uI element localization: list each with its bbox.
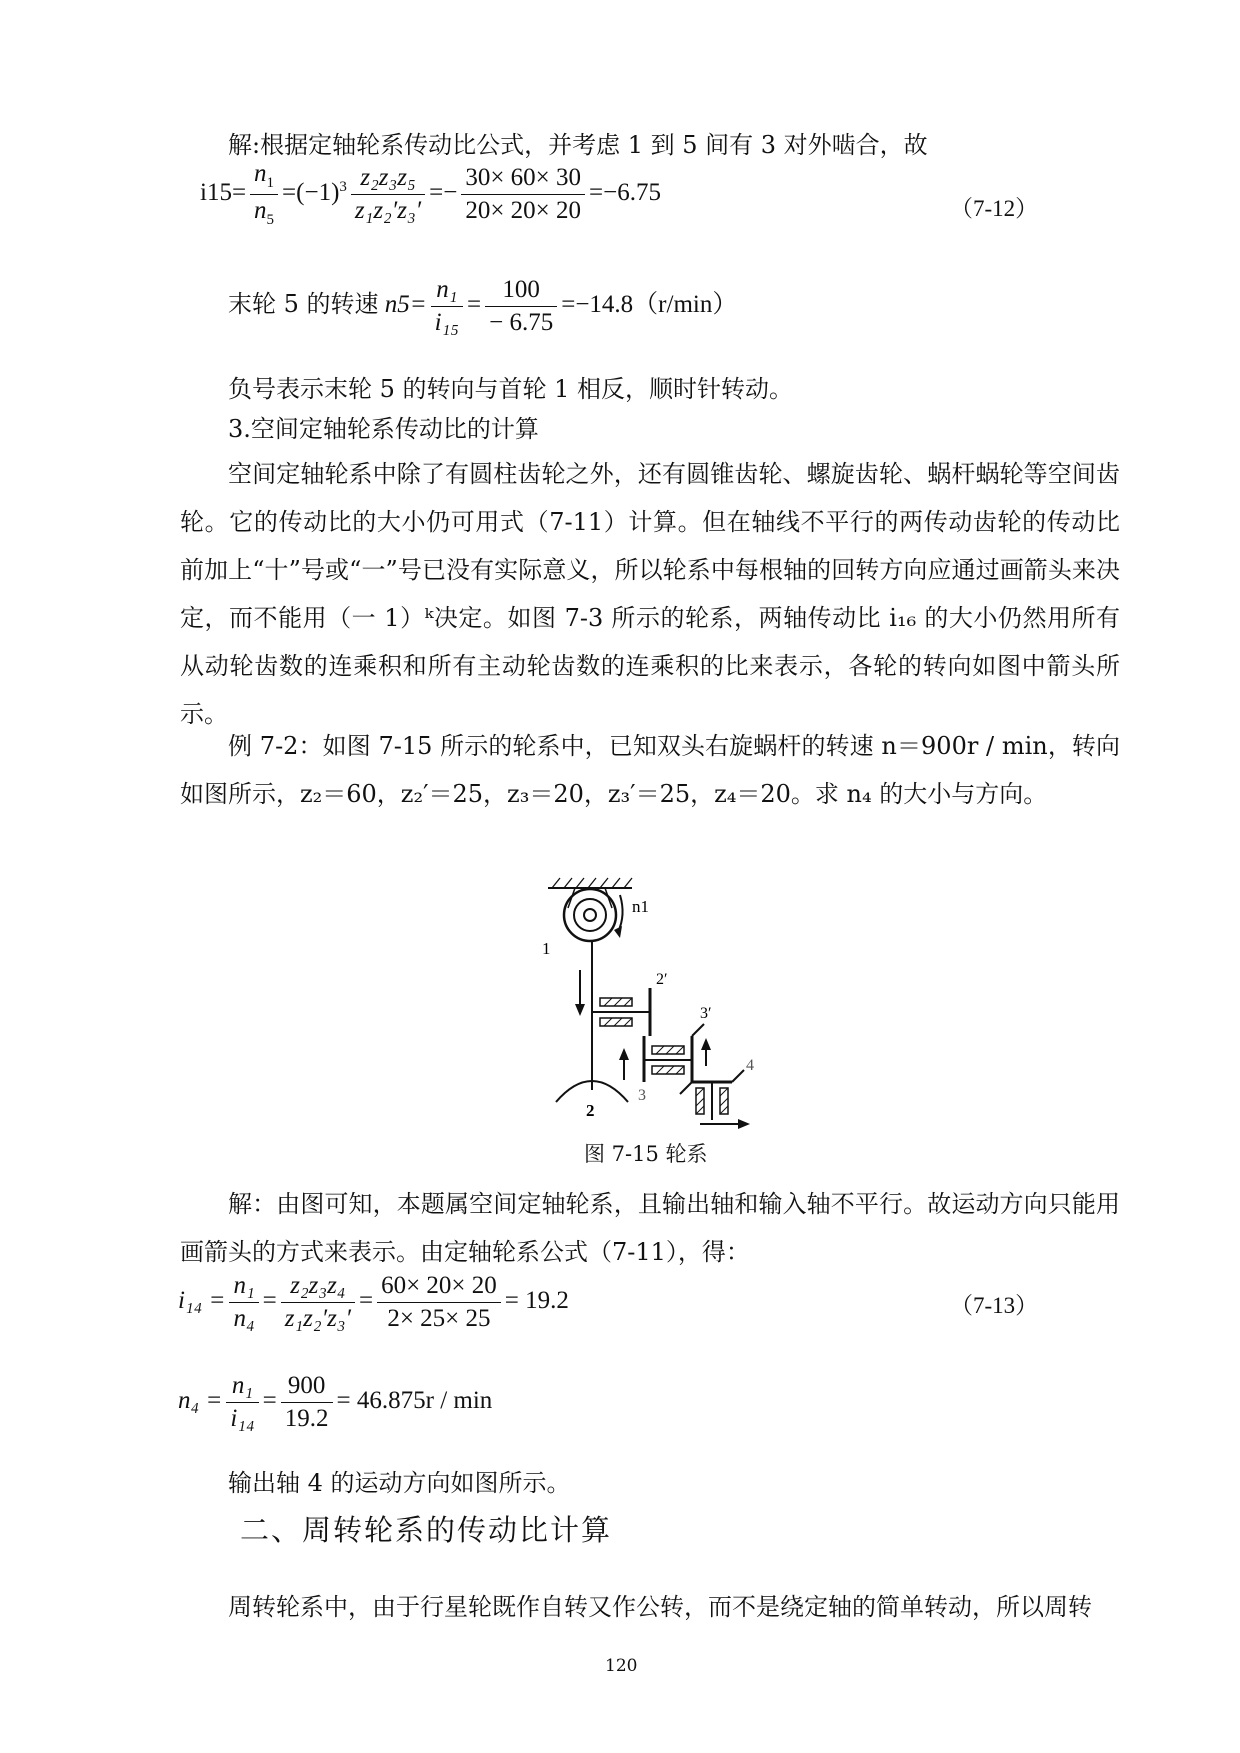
label-n1: n1 [632, 897, 649, 916]
gear-train-figure [520, 870, 780, 1130]
eq712-fraction-n [250, 160, 278, 229]
n5-den2: − 6.75 [489, 309, 554, 336]
eq713-fraction-3 [377, 1272, 501, 1333]
n4-f1-den: i₁₄ [230, 1405, 255, 1432]
n4-fraction-2 [281, 1372, 333, 1433]
direction-arrowhead-4 [738, 1119, 750, 1129]
label-gear-2: 2 [586, 1101, 595, 1120]
eq712-exp: 3 [339, 178, 347, 195]
n4-result: = 46.875r / min [336, 1387, 493, 1415]
n5-fraction-1 [431, 276, 463, 337]
n4-fraction-1 [226, 1372, 258, 1433]
label-gear-1: 1 [542, 939, 551, 958]
output-note: 输出轴 4 的运动方向如图所示。 [228, 1469, 571, 1497]
page-number: 120 [605, 1656, 638, 1676]
equation-n5: 末轮 5 的转速 n5= $\frac{\text{n₁}}{\text{i₁₅}}$ = $\frac{100}{- 6.75}$ =−14.8（r/min） [228, 276, 738, 336]
n5-num2: 100 [485, 276, 557, 307]
n5-result: =−14.8（r/min） [561, 291, 738, 319]
eq713-fraction-2 [281, 1272, 355, 1333]
n5-num: n₁ [431, 276, 463, 307]
note-sign: 负号表示末轮 5 的转向与首轮 1 相反，顺时针转动。 [228, 375, 794, 403]
eq712-label: （7-12） [950, 196, 1039, 221]
direction-arrowhead-3 [619, 1048, 629, 1060]
n5-fraction-2 [485, 276, 557, 337]
rotation-arrowhead-n1 [614, 926, 622, 938]
eq713-fraction-1 [229, 1272, 258, 1333]
ground-support [548, 878, 632, 908]
n5-lhs: n5= [384, 291, 427, 319]
eq713-f1-den: n₄ [233, 1305, 255, 1332]
n4-f2-den: 19.2 [284, 1405, 329, 1432]
eq713-label: （7-13） [950, 1293, 1039, 1318]
eq712-n1: n [254, 160, 267, 187]
n4-f2-num: 900 [281, 1372, 333, 1403]
label-gear-3-prime: 3′ [700, 1005, 712, 1022]
eq713-f2-num: z₂z₃z₄ [281, 1272, 355, 1303]
n4-lhs: n₄ = [178, 1387, 223, 1415]
n4-f1-num: n₁ [226, 1372, 258, 1403]
equation-7-12 [200, 160, 661, 229]
eq712-fraction-values [461, 164, 585, 225]
eq713-f2-den: z₁z₂′z₃′ [284, 1305, 351, 1332]
figure-caption: 图 7-15 轮系 [584, 1142, 708, 1166]
eq712-n5: n [254, 197, 267, 224]
eq713-lhs: i₁₄ = [178, 1287, 226, 1315]
eq713-f3-num: 60× 20× 20 [377, 1272, 501, 1303]
solution-2-paragraph: 解：由图可知，本题属空间定轴轮系，且输出轴和输入轴不平行。故运动方向只能用画箭头的方式来表示。由定轴轮系公式（7-11），得： [180, 1190, 1120, 1266]
direction-arrowhead-2 [575, 1004, 585, 1016]
n5-den: i₁₅ [434, 309, 459, 336]
eq712-n1-sub: 1 [266, 175, 275, 191]
example-paragraph: 例 7-2：如图 7-15 所示的轮系中，已知双头右旋蜗杆的转速 n＝900r / min，转向如图所示，z₂＝60，z₂′＝25，z₃＝20，z₃′＝25，z₄＝20。求 n₄ 的大小与方向。 [180, 732, 1120, 808]
section-3-paragraph: 空间定轴轮系中除了有圆柱齿轮之外，还有圆锥齿轮、螺旋齿轮、蜗杆蜗轮等空间齿轮。它的传动比的大小仍可用式（7-11）计算。但在轴线不平行的两传动齿轮的传动比前加上“十”号或“一”号已没有实际意义，所以轮系中每根轴的回转方向应通过画箭头来决定，而不能用（一 1）ᵏ决定。如图 7-3 所示的轮系，两轴传动比 i₁₆ 的大小仍然用所有从动轮齿数的连乘积和所有主动轮齿数的连乘积的比来表示，各轮的转向如图中箭头所示。 [180, 460, 1120, 728]
equation-7-13: i₁₄ = $\frac{\text{n₁}}{\text{n₄}}$ = $\frac{\text{z₂z₃z₄}}{\text{z₁z₂′z₃′}}$ = $\frac{60\times 20\times 20}{2\times 25\times 25}$ = 19.2 [178, 1272, 569, 1332]
worm-gear-1 [564, 889, 616, 941]
eq712-sign: =(−1) [282, 179, 340, 207]
solution-intro: 解:根据定轴轮系传动比公式，并考虑 1 到 5 间有 3 对外啮合，故 [228, 131, 928, 159]
eq712-den-z: z₁z₂′z₃′ [354, 197, 422, 224]
eq712-eq-minus: =− [429, 179, 458, 207]
direction-arrowhead-3p [701, 1038, 711, 1050]
eq713-result: = 19.2 [504, 1287, 569, 1315]
eq713-f1-num: n₁ [229, 1272, 258, 1303]
eq712-num-z: z₂z₃z₅ [351, 164, 425, 195]
section-3-title: 3.空间定轴轮系传动比的计算 [228, 415, 539, 443]
equation-n4: n₄ = $\frac{\text{n₁}}{\text{i₁₄}}$ = $\frac{900}{19.2}$ = 46.875r / min [178, 1372, 493, 1432]
section-heading-2: 二、周转轮系的传动比计算 [240, 1513, 613, 1547]
eq712-result: =−6.75 [589, 179, 661, 207]
eq712-n5-sub: 5 [266, 212, 275, 228]
eq712-lhs: i15= [200, 179, 247, 207]
label-gear-3: 3 [638, 1087, 646, 1104]
eq712-num-val: 30× 60× 30 [461, 164, 585, 195]
eq713-f3-den: 2× 25× 25 [387, 1305, 491, 1332]
label-gear-2-prime: 2′ [656, 971, 668, 988]
eq712-fraction-z [351, 164, 425, 225]
eq712-den-val: 20× 20× 20 [465, 197, 582, 224]
label-gear-4: 4 [746, 1057, 754, 1074]
last-paragraph: 周转轮系中，由于行星轮既作自转又作公转，而不是绕定轴的简单转动，所以周转 [228, 1593, 1092, 1621]
n5-prefix: 末轮 5 的转速 [228, 290, 379, 319]
